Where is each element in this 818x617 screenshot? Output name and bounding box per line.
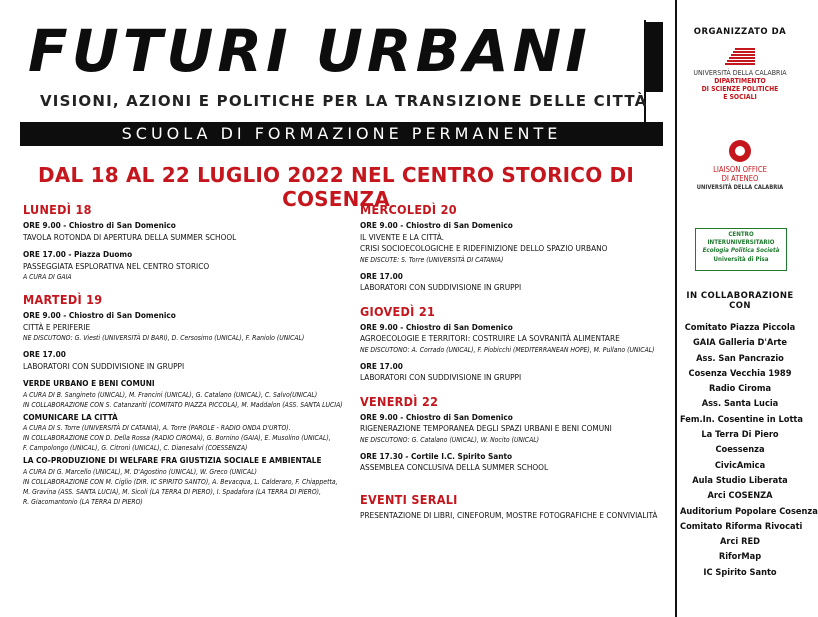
slot — [23, 249, 348, 282]
partner-item: Cosenza Vecchia 1989 — [688, 367, 792, 379]
partner-list — [680, 320, 818, 580]
slot-title: RIGENERAZIONE TEMPORANEA DEGLI SPAZI URBANI E BENI COMUNI — [360, 423, 612, 433]
partner-item: Arci RED — [720, 536, 760, 548]
slot-time: ORE 9.00 - Chiostro di San Domenico — [360, 220, 513, 230]
day-heading: GIOVEDÌ 21 — [360, 303, 436, 319]
slot-time: ORE 9.00 - Chiostro di San Domenico — [360, 321, 513, 332]
slot-note: NE DISCUTONO: G. Catalano (UNICAL), W. Nocito (UNICAL) — [360, 435, 540, 444]
slot-title: AGROECOLOGIE E TERRITORI: COSTRUIRE LA SOVRANITÀ ALIMENTARE — [360, 333, 620, 343]
slot-title: PASSEGGIATA ESPLORATIVA NEL CENTRO STORICO — [23, 260, 210, 271]
liaison-university: UNIVERSITÀ DELLA CALABRIA — [696, 185, 784, 191]
sidebar-divider — [675, 0, 677, 617]
slot-title: TAVOLA ROTONDA DI APERTURA DELLA SUMMER SCHOOL — [23, 231, 237, 242]
liaison-logo-icon — [729, 140, 751, 162]
slot-time: ORE 9.00 - Chiostro di San Domenico — [360, 411, 513, 422]
partner-item: IC Spirito Santo — [703, 566, 777, 578]
school-bar: SCUOLA DI FORMAZIONE PERMANENTE — [20, 122, 663, 146]
slot-title: CRISI SOCIOECOLOGICHE E RIDEFINIZIONE DELLO SPAZIO URBANO — [360, 243, 608, 253]
day-heading: VENERDÌ 22 — [360, 393, 439, 409]
slot — [23, 310, 348, 343]
unical-logo-block — [690, 47, 790, 101]
slot-time: ORE 17.00 — [23, 349, 66, 359]
slot-note: NE DISCUTE: S. Torre (UNIVERSITÀ DI CATANIA) — [360, 255, 504, 264]
workshop-title: VERDE URBANO E BENI COMUNI — [23, 378, 155, 388]
slot-title: ASSEMBLEA CONCLUSIVA DELLA SUMMER SCHOOL — [360, 462, 549, 472]
slot — [360, 361, 665, 384]
workshop-group — [23, 378, 348, 410]
liaison-line: DI ATENEO — [721, 174, 759, 183]
partner-item: GAIA Galleria D'Arte — [693, 337, 787, 349]
workshop-note: A CURA DI G. Marcello (UNICAL), M. D'Agostino (UNICAL), W. Greco (UNICAL) — [23, 467, 257, 476]
slot-title: LABORATORI CON SUDDIVISIONE IN GRUPPI — [23, 360, 185, 371]
partner-item: Auditorium Popolare Cosenza — [680, 505, 818, 517]
day-block — [360, 492, 665, 522]
slot-time: ORE 17.00 - Piazza Duomo — [23, 249, 133, 259]
liaison-line: LIAISON OFFICE — [713, 165, 767, 174]
slot-time: ORE 17.30 - Cortile I.C. Spirito Santo — [360, 450, 513, 461]
partner-item: Radio Ciroma — [708, 383, 772, 395]
partner-item: Aula Studio Liberata — [692, 474, 788, 486]
slot — [23, 220, 348, 243]
workshop-title: LA CO-PRODUZIONE DI WELFARE FRA GIUSTIZIA SOCIALE E AMBIENTALE — [23, 455, 322, 465]
day-block — [360, 304, 665, 384]
slot-title: IL VIVENTE E LA CITTÀ. — [360, 231, 444, 242]
workshop-note: A CURA DI B. Sangineto (UNICAL), M. Francini (UNICAL), G. Catalano (UNICAL), C. Salvo(UNICAL) — [23, 390, 318, 399]
centro-interuniversitario-box — [695, 228, 787, 271]
unical-name: UNIVERSITÀ DELLA CALABRIA — [693, 69, 787, 77]
day-heading: EVENTI SERALI — [360, 491, 458, 507]
workshop-note: A CURA DI S. Torre (UNIVERSITÀ DI CATANIA), A. Torre (PAROLE - RADIO ONDA D'URTO). — [23, 424, 291, 432]
slot-note: A CURA DI GAIA — [23, 273, 72, 281]
slot-time: ORE 17.00 — [360, 270, 403, 281]
dept-line: E SOCIALI — [723, 93, 757, 101]
centro-line: Università di Pisa — [713, 255, 769, 263]
collaboration-label: IN COLLABORAZIONE CON — [686, 291, 794, 311]
workshop-note: F. Campolongo (UNICAL), G. Citroni (UNICAL), C. Dianesalvi (COESSENZA) — [23, 444, 248, 452]
partner-item: Comitato Riforma Rivocati — [680, 520, 803, 532]
organized-by-label: ORGANIZZATO DA — [693, 27, 787, 37]
slot-note: NE DISCUTONO: G. Viesti (UNIVERSITÀ DI BARI), D. Cersosimo (UNICAL), F. Raniolo (UNICAL) — [23, 334, 305, 342]
dept-line: DIPARTIMENTO — [714, 77, 766, 85]
partner-item: Ass. San Pancrazio — [696, 352, 784, 364]
workshop-note: M. Gravina (ASS. SANTA LUCIA), M. Sicoli (LA TERRA DI PIERO), I. Spadafora (LA TERRA DI PIERO), — [23, 487, 321, 496]
program-column-right — [360, 202, 665, 521]
partner-item: RiforMap — [718, 551, 762, 563]
workshop-group — [23, 455, 348, 507]
slot — [360, 271, 665, 294]
workshop-note: IN COLLABORAZIONE CON D. Della Rossa (RADIO CIROMA), G. Bornino (GAIA), E. Musolino (UNICAL), — [23, 434, 331, 442]
slot-title: PRESENTAZIONE DI LIBRI, CINEFORUM, MOSTRE FOTOGRAFICHE E CONVIVIALITÀ — [360, 509, 658, 520]
day-heading: LUNEDÌ 18 — [23, 202, 92, 217]
day-heading: MARTEDÌ 19 — [23, 292, 103, 307]
day-heading: MERCOLEDÌ 20 — [360, 202, 457, 217]
partner-item: Comitato Piazza Piccola — [684, 322, 796, 333]
slot-note: NE DISCUTONO: A. Corrado (UNICAL), F. Piobicchi (MEDITERRANEAN HOPE), M. Pullano (UNICAL) — [360, 345, 655, 354]
program-column-left — [23, 202, 348, 507]
partner-item: La Terra Di Piero — [701, 429, 779, 441]
slot-time: ORE 9.00 - Chiostro di San Domenico — [23, 310, 176, 320]
partner-item: Ass. Santa Lucia — [701, 398, 779, 410]
slot-time: ORE 17.00 — [360, 360, 403, 371]
slot — [23, 349, 348, 372]
workshop-note: IN COLLABORAZIONE CON M. Ciglio (DIR. IC SPIRITO SANTO), A. Bevacqua, L. Calderaro, F. Chiappetta, — [23, 477, 338, 486]
workshop-note: R. Giacomantonio (LA TERRA DI PIERO) — [23, 497, 143, 506]
centro-line: Ecologia Politica Società — [702, 247, 780, 255]
centro-line: INTERUNIVERSITARIO — [707, 239, 775, 247]
unical-logo-icon — [723, 47, 757, 67]
partner-item: Coessenza — [715, 444, 765, 456]
slot — [360, 220, 665, 265]
day-block — [360, 202, 665, 294]
day-block — [360, 394, 665, 474]
day-block — [23, 202, 348, 282]
workshop-note: IN COLLABORAZIONE CON S. Catanzariti (COMITATO PIAZZA PICCOLA), M. Maddalon (ASS. SANTA LUCIA) — [23, 400, 343, 409]
day-block — [23, 292, 348, 507]
liaison-office-block — [690, 140, 790, 192]
partner-item: Fem.In. Cosentine in Lotta — [680, 413, 803, 425]
workshop-group — [23, 412, 348, 454]
slot-title: CITTÀ E PERIFERIE — [23, 321, 91, 332]
slot-title: LABORATORI CON SUDDIVISIONE IN GRUPPI — [360, 372, 522, 382]
subtitle: VISIONI, AZIONI E POLITICHE PER LA TRANSIZIONE DELLE CITTÀ — [40, 92, 648, 110]
slot-time: ORE 9.00 - Chiostro di San Domenico — [23, 220, 176, 230]
partner-item: Arci COSENZA — [707, 490, 773, 502]
event-dates: DAL 18 AL 22 LUGLIO 2022 NEL CENTRO STORICO DI COSENZA — [38, 163, 634, 211]
slot — [360, 322, 665, 355]
slot-title: LABORATORI CON SUDDIVISIONE IN GRUPPI — [360, 282, 522, 292]
partner-item: CivicAmica — [714, 459, 766, 471]
dept-line: DI SCIENZE POLITICHE — [701, 85, 779, 93]
centro-line: CENTRO — [728, 231, 754, 238]
slot — [360, 412, 665, 445]
main-title: FUTURI URBANI — [28, 17, 591, 85]
workshop-title: COMUNICARE LA CITTÀ — [23, 411, 118, 422]
slot — [360, 451, 665, 474]
